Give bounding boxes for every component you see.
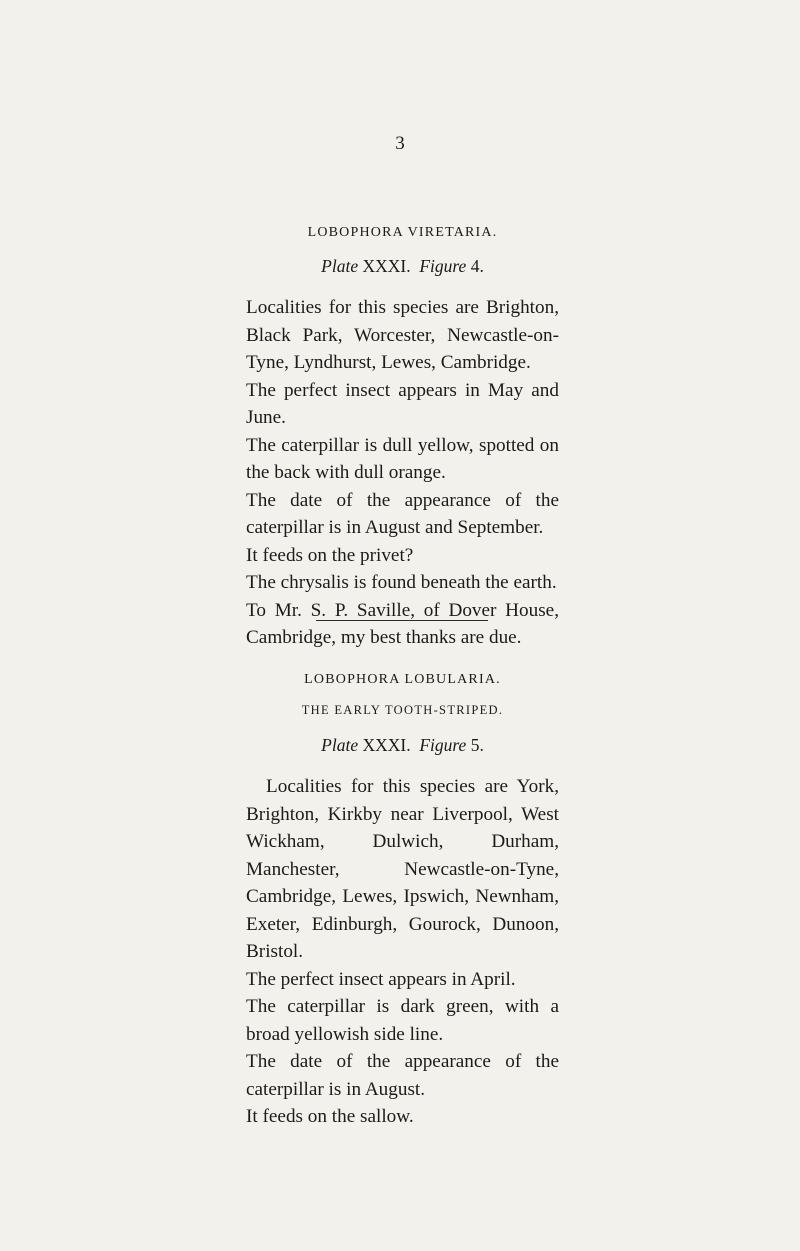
species-entry-viretaria xyxy=(246,225,559,652)
paragraph-caterpillar-date: The date of the appearance of the caterpillar is in August. xyxy=(246,1051,559,1100)
plate-word: Plate xyxy=(321,256,359,276)
paragraph-food: It feeds on the sallow. xyxy=(246,1106,414,1127)
figure-number: 4. xyxy=(470,256,484,276)
common-name: THE EARLY TOOTH-STRIPED. xyxy=(301,703,504,717)
plate-reference xyxy=(246,256,559,276)
paragraph-acknowledgement: To Mr. S. P. Saville, of Dover House, Cambridge, my best thanks are due. xyxy=(246,599,559,648)
plate-word: Plate xyxy=(321,735,359,755)
species-title: LOBOPHORA LOBULARIA. xyxy=(304,672,501,687)
figure-word: Figure xyxy=(419,735,467,755)
plate-number: XXXI. xyxy=(362,735,411,755)
section-divider xyxy=(316,620,488,621)
paragraph-localities: Localities for this species are York, Brighton, Kirkby near Liverpool, West Wickham, Dulwich, Durham, Manchester, Newcastle-on-Tyne, Cambridge, Lewes, Ipswich, Newnham, Exeter, Edinburgh, Gourock, Dunoon, Bristol. xyxy=(246,776,559,962)
paragraph-caterpillar: The caterpillar is dull yellow, spotted on the back with dull orange. xyxy=(246,434,559,483)
paragraph-localities: Localities for this species are Brighton, Black Park, Worcester, Newcastle-on-Tyne, Lyndhurst, Lewes, Cambridge. xyxy=(246,297,559,373)
paragraph-perfect-insect: The perfect insect appears in April. xyxy=(246,968,516,990)
species-entry-lobularia xyxy=(246,672,559,1131)
figure-word: Figure xyxy=(419,256,467,276)
figure-number: 5. xyxy=(470,735,484,755)
plate-number: XXXI. xyxy=(362,256,411,276)
paragraph-caterpillar: The caterpillar is dark green, with a broad yellowish side line. xyxy=(246,996,559,1045)
species-title: LOBOPHORA VIRETARIA. xyxy=(307,225,498,240)
paragraph-perfect-insect: The perfect insect appears in May and June. xyxy=(246,379,559,428)
paragraph-caterpillar-date: The date of the appearance of the caterpillar is in August and September. xyxy=(246,489,559,538)
paragraph-chrysalis: The chrysalis is found beneath the earth. xyxy=(246,572,557,593)
paragraph-food: It feeds on the privet? xyxy=(246,544,414,566)
plate-reference xyxy=(246,735,559,755)
page-number: 3 xyxy=(395,133,405,154)
